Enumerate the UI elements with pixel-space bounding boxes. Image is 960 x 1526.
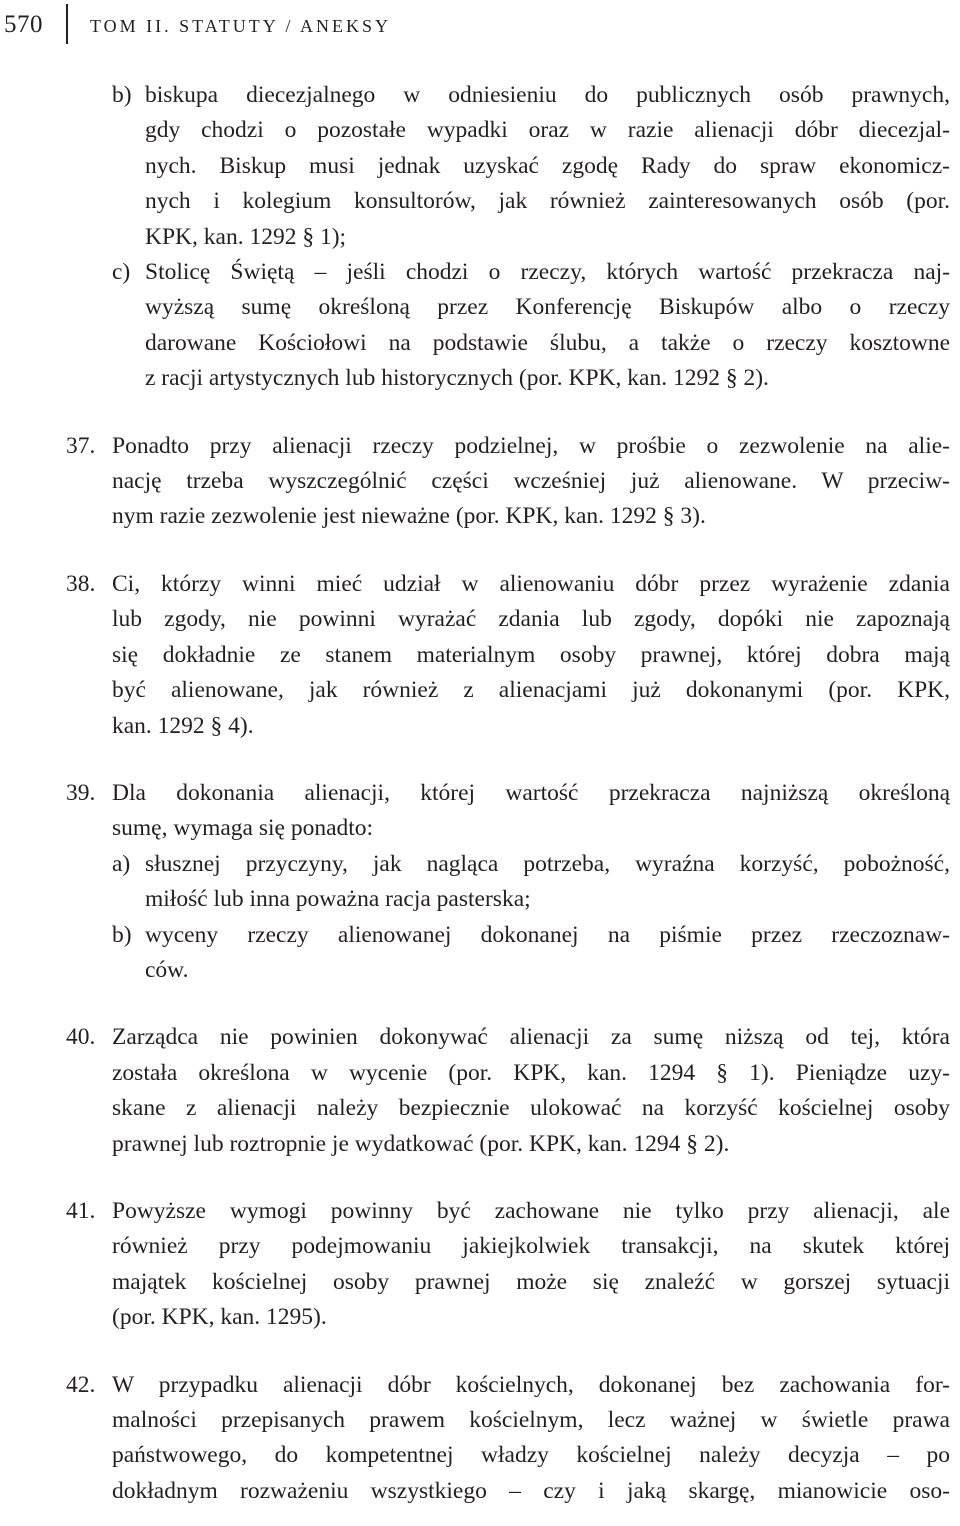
text-line: lub zgody, nie powinni wyrażać zdania lub zgody, dopóki nie zapoznają: [112, 606, 950, 633]
spacer: [0, 744, 960, 776]
list-item-label: b): [112, 921, 132, 948]
list-item-text: [145, 847, 950, 918]
running-title: TOM II. STATUTY / ANEKSY: [90, 16, 392, 36]
text-line: majątek kościelnej osoby prawnej może się znaleźć w gorszej sytuacji: [112, 1268, 950, 1295]
paragraph-text: [112, 1368, 950, 1510]
text-line: nym razie zezwolenie jest nieważne (por. KPK, kan. 1292 § 3).: [112, 503, 706, 530]
spacer: [0, 535, 960, 567]
spacer: [0, 1336, 960, 1368]
text-line: KPK, kan. 1292 § 1);: [145, 223, 347, 250]
text-line: prawnej lub roztropnie je wydatkować (por. KPK, kan. 1294 § 2).: [112, 1130, 730, 1157]
paragraph-text: [112, 567, 950, 744]
text-line: (por. KPK, kan. 1295).: [112, 1304, 327, 1331]
paragraph-number: 40.: [66, 1024, 96, 1051]
text-line: sumę, wymaga się ponadto:: [112, 815, 374, 842]
spacer: [0, 1162, 960, 1194]
paragraph-40: [66, 1020, 960, 1162]
paragraph-42: [66, 1368, 960, 1510]
text-line: malności przepisanych prawem kościelnym, lecz ważnej w świetle prawa: [112, 1407, 950, 1433]
paragraph-text: [112, 1020, 950, 1162]
text-line: kan. 1292 § 4).: [112, 712, 254, 739]
text-line: ców.: [145, 956, 189, 983]
text-line: została określona w wycenie (por. KPK, kan. 1294 § 1). Pieniądze uzy-: [112, 1059, 950, 1086]
text-line: z racji artystycznych lub historycznych (por. KPK, kan. 1292 § 2).: [145, 365, 769, 392]
list-item-c: [112, 255, 950, 397]
text-line: Stolicę Świętą – jeśli chodzi o rzeczy, których wartość przekracza naj-: [145, 259, 950, 286]
list-item-b: [112, 78, 950, 255]
text-line: państwowego, do kompetentnej władzy kościelnej należy decyzja – po: [112, 1442, 950, 1469]
text-line: wyższą sumę określoną przez Konferencję Biskupów albo o rzeczy: [145, 294, 950, 321]
running-head: [0, 4, 960, 44]
paragraph-text: [112, 776, 950, 988]
text-line: darowane Kościołowi na podstawie ślubu, a także o rzeczy kosztowne: [145, 329, 950, 356]
spacer: [0, 988, 960, 1020]
list-item-a: [112, 847, 950, 918]
paragraph-38: [66, 567, 960, 744]
text-line: nych i kolegium konsultorów, jak również zainteresowanych osób (por.: [145, 188, 950, 215]
text-line: skane z alienacji należy bezpiecznie ulokować na korzyść kościelnej osoby: [112, 1095, 950, 1122]
paragraph-41: [66, 1194, 960, 1336]
text-line: wyceny rzeczy alienowanej dokonanej na piśmie przez rzeczoznaw-: [145, 921, 950, 948]
paragraph-text: [112, 1194, 950, 1336]
list-item-text: [145, 255, 950, 397]
paragraph-39: [66, 776, 960, 988]
text-line: nację trzeba wyszczególnić części wcześniej już alienowane. W przeciw-: [112, 468, 950, 495]
paragraph-number: 39.: [66, 779, 96, 806]
page-content: [0, 78, 960, 1509]
paragraph-number: 42.: [66, 1371, 96, 1398]
text-line: miłość lub inna poważna racja pasterska;: [145, 886, 531, 913]
text-line: również przy podejmowaniu jakiejkolwiek transakcji, na skutek której: [112, 1233, 950, 1260]
paragraph-number: 37.: [66, 432, 96, 459]
text-line: Zarządca nie powinien dokonywać alienacji za sumę niższą od tej, która: [112, 1024, 950, 1051]
text-line: Ponadto przy alienacji rzeczy podzielnej, w prośbie o zezwolenie na alie-: [112, 432, 950, 459]
text-line: nych. Biskup musi jednak uzyskać zgodę Rady do spraw ekonomicz-: [145, 152, 950, 179]
page-number: 570: [4, 11, 43, 38]
list-item-b: [112, 918, 950, 989]
list-item-label: b): [112, 82, 132, 108]
paragraph-37: [66, 429, 960, 535]
text-line: być alienowane, jak również z alienacjami już dokonanymi (por. KPK,: [112, 677, 950, 704]
text-line: Powyższe wymogi powinny być zachowane nie tylko przy alienacji, ale: [112, 1197, 950, 1224]
header-divider: [66, 4, 68, 44]
paragraph-number: 38.: [66, 570, 96, 597]
spacer: [0, 397, 960, 429]
paragraph-number: 41.: [66, 1197, 96, 1224]
paragraph-text: [112, 429, 950, 535]
list-item-label: c): [112, 259, 131, 286]
text-line: się dokładnie ze stanem materialnym osoby prawnej, której dobra mają: [112, 641, 950, 668]
text-line: gdy chodzi o pozostałe wypadki oraz w razie alienacji dóbr diecezjal-: [145, 117, 950, 144]
text-line: dokładnym rozważeniu wszystkiego – czy i jaką skargę, mianowicie oso-: [112, 1477, 950, 1504]
list-item-text: [145, 918, 950, 989]
text-line: W przypadku alienacji dóbr kościelnych, dokonanej bez zachowania for-: [112, 1371, 950, 1398]
text-line: biskupa diecezjalnego w odniesieniu do publicznych osób prawnych,: [145, 82, 950, 108]
list-item-label: a): [112, 850, 131, 877]
continuation-list: [112, 78, 950, 397]
text-line: słusznej przyczyny, jak nagląca potrzeba, wyraźna korzyść, pobożność,: [145, 850, 950, 877]
list-item-text: [145, 78, 950, 255]
text-line: Dla dokonania alienacji, której wartość przekracza najniższą określoną: [112, 779, 950, 806]
text-line: Ci, którzy winni mieć udział w alienowaniu dóbr przez wyrażenie zdania: [112, 570, 950, 597]
